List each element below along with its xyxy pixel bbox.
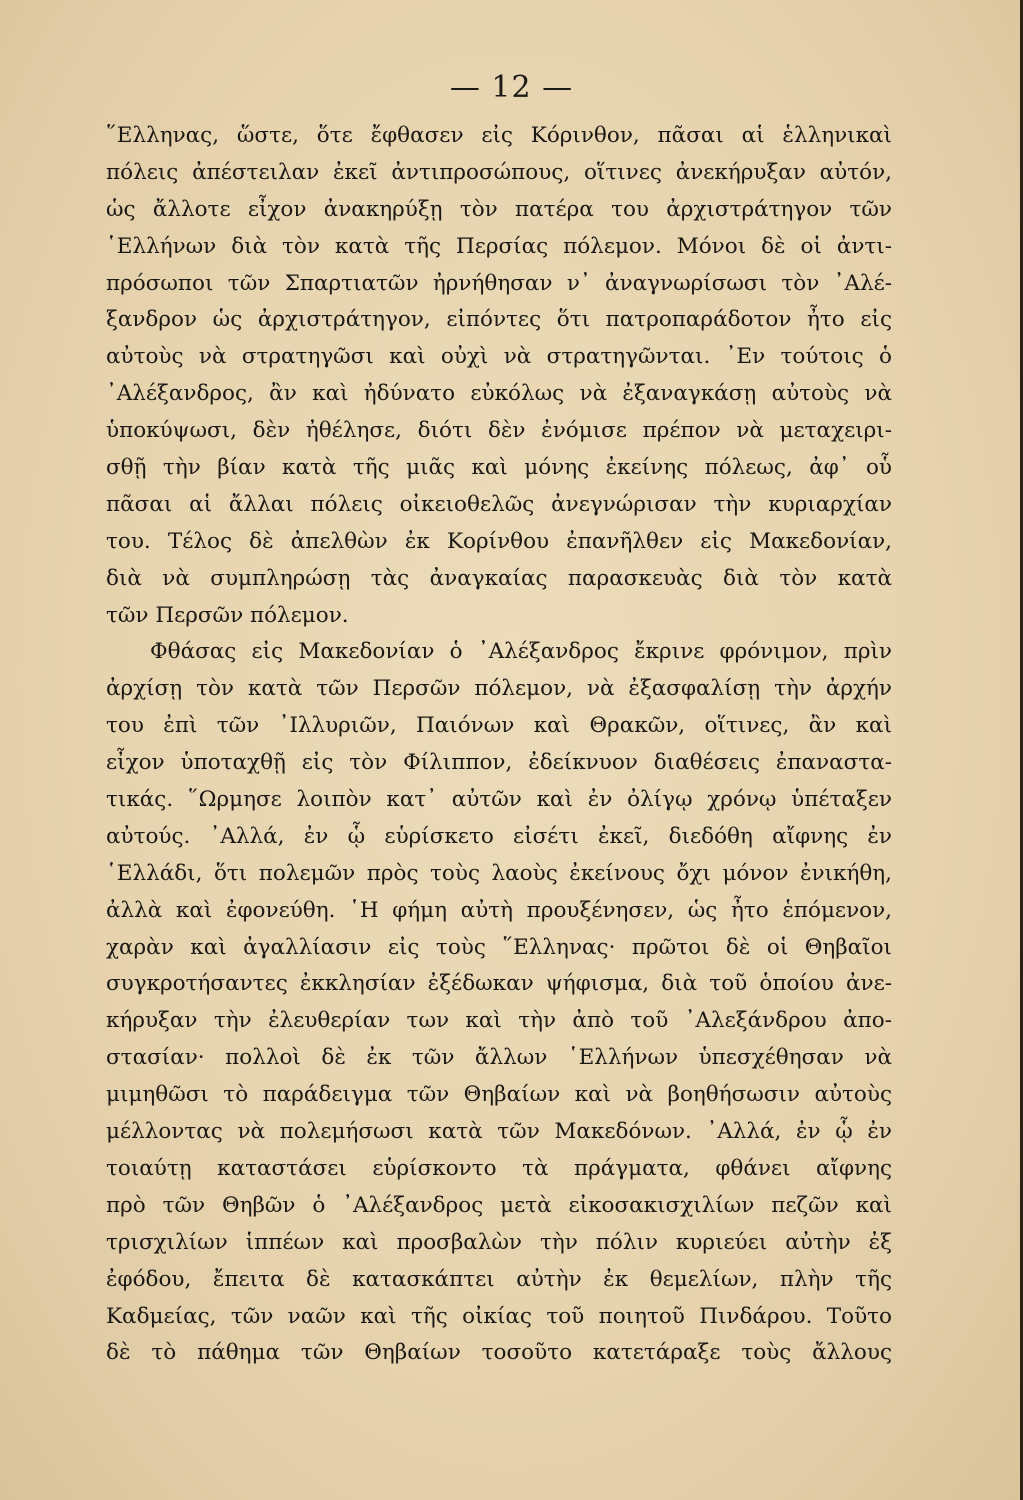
text-line: τρισχιλίων ἱππέων καὶ προσβαλὼν τὴν πόλιν κυριεύει αὐτὴν ἐξ (106, 1229, 892, 1255)
text-line: Καδμείας, τῶν ναῶν καὶ τῆς οἰκίας τοῦ ποιητοῦ Πινδάρου. Τοῦτο (106, 1303, 892, 1329)
text-line: μέλλοντας νὰ πολεμήσωσι κατὰ τῶν Μακεδόνων. ᾿Αλλά, ἐν ᾧ ἐν (106, 1119, 892, 1145)
text-line: πόλεις ἀπέστειλαν ἐκεῖ ἀντιπροσώπους, οἵτινες ἀνεκήρυξαν αὐτόν, (106, 159, 892, 185)
text-line: ἀλλὰ καὶ ἐφονεύθη. ῾Η φήμη αὐτὴ προυξένησεν, ὡς ἦτο ἑπόμενον, (106, 897, 892, 923)
text-line: ῾Ελλάδι, ὅτι πολεμῶν πρὸς τοὺς λαοὺς ἐκείνους ὄχι μόνον ἐνικήθη, (106, 860, 892, 886)
text-line: ξανδρον ὡς ἀρχιστράτηγον, εἰπόντες ὅτι πατροπαράδοτον ἦτο εἰς (106, 307, 892, 333)
text-line: τοιαύτῃ καταστάσει εὑρίσκοντο τὰ πράγματα, φθάνει αἴφνης (106, 1155, 892, 1181)
text-line: κήρυξαν τὴν ἐλευθερίαν των καὶ τὴν ἀπὸ τοῦ ᾿Αλεξάνδρου ἀπο- (106, 1008, 892, 1034)
text-line: πᾶσαι αἱ ἄλλαι πόλεις οἰκειοθελῶς ἀνεγνώρισαν τὴν κυριαρχίαν (106, 491, 892, 517)
body-text (106, 118, 892, 1372)
text-line: στασίαν· πολλοὶ δὲ ἐκ τῶν ἄλλων ῾Ελλήνων ὑπεσχέθησαν νὰ (106, 1045, 892, 1071)
text-line: ὑποκύψωσι, δὲν ἠθέλησε, διότι δὲν ἐνόμισε πρέπον νὰ μεταχειρι- (106, 418, 892, 444)
text-line: συγκροτήσαντες ἐκκλησίαν ἐξέδωκαν ψήφισμα, διὰ τοῦ ὁποίου ἀνε- (106, 971, 892, 997)
text-line: ὡς ἄλλοτε εἶχον ἀνακηρύξῃ τὸν πατέρα του ἀρχιστράτηγον τῶν (106, 196, 892, 222)
text-line: ἐφόδου, ἔπειτα δὲ κατασκάπτει αὐτὴν ἐκ θεμελίων, πλὴν τῆς (106, 1266, 892, 1292)
text-line: πρὸ τῶν Θηβῶν ὁ ᾿Αλέξανδρος μετὰ εἰκοσακισχιλίων πεζῶν καὶ (106, 1192, 892, 1218)
text-line: μιμηθῶσι τὸ παράδειγμα τῶν Θηβαίων καὶ νὰ βοηθήσωσιν αὐτοὺς (106, 1082, 892, 1108)
page-number: — 12 — (449, 70, 574, 105)
text-line: αὐτούς. ᾿Αλλά, ἐν ᾧ εὑρίσκετο εἰσέτι ἐκεῖ, διεδόθη αἴφνης ἐν (106, 823, 892, 849)
text-line: δὲ τὸ πάθημα τῶν Θηβαίων τοσοῦτο κατετάραξε τοὺς ἄλλους (106, 1340, 892, 1366)
paragraph-end-line: τῶν Περσῶν πόλεμον. (106, 602, 349, 628)
text-line: ῞Ελληνας, ὥστε, ὅτε ἔφθασεν εἰς Κόρινθον, πᾶσαι αἱ ἑλληνικαὶ (106, 123, 892, 148)
text-line: ῾Ελλήνων διὰ τὸν κατὰ τῆς Περσίας πόλεμον. Μόνοι δὲ οἱ ἀντι- (106, 233, 892, 259)
text-line: αὐτοὺς νὰ στρατηγῶσι καὶ οὐχὶ νὰ στρατηγῶνται. ᾿Εν τούτοις ὁ (106, 344, 892, 370)
text-line: διὰ νὰ συμπληρώσῃ τὰς ἀναγκαίας παρασκευὰς διὰ τὸν κατὰ (106, 565, 892, 591)
paragraph-start-line: Φθάσας εἰς Μακεδονίαν ὁ ᾿Αλέξανδρος ἔκρινε φρόνιμον, πρὶν (150, 639, 892, 665)
text-line: χαρὰν καὶ ἀγαλλίασιν εἰς τοὺς ῞Ελληνας· πρῶτοι δὲ οἱ Θηβαῖοι (106, 934, 892, 960)
text-line: ᾿Αλέξανδρος, ἂν καὶ ἠδύνατο εὐκόλως νὰ ἐξαναγκάσῃ αὐτοὺς νὰ (106, 381, 892, 407)
text-line: ἀρχίσῃ τὸν κατὰ τῶν Περσῶν πόλεμον, νὰ ἐξασφαλίσῃ τὴν ἀρχήν (106, 676, 892, 702)
text-line: εἶχον ὑποταχθῇ εἰς τὸν Φίλιππον, ἐδείκνυον διαθέσεις ἐπαναστα- (106, 750, 892, 776)
text-line: πρόσωποι τῶν Σπαρτιατῶν ἠρνήθησαν ν᾿ ἀναγνωρίσωσι τὸν ᾿Αλέ- (106, 270, 892, 296)
text-line: του. Τέλος δὲ ἀπελθὼν ἐκ Κορίνθου ἐπανῆλθεν εἰς Μακεδονίαν, (106, 528, 892, 554)
text-line: του ἐπὶ τῶν ᾿Ιλλυριῶν, Παιόνων καὶ Θρακῶν, οἵτινες, ἂν καὶ (106, 713, 892, 739)
text-line: τικάς. ῞Ωρμησε λοιπὸν κατ᾿ αὐτῶν καὶ ἐν ὀλίγῳ χρόνῳ ὑπέταξεν (106, 787, 892, 813)
text-line: σθῇ τὴν βίαν κατὰ τῆς μιᾶς καὶ μόνης ἐκείνης πόλεως, ἀφ᾿ οὗ (106, 455, 892, 481)
